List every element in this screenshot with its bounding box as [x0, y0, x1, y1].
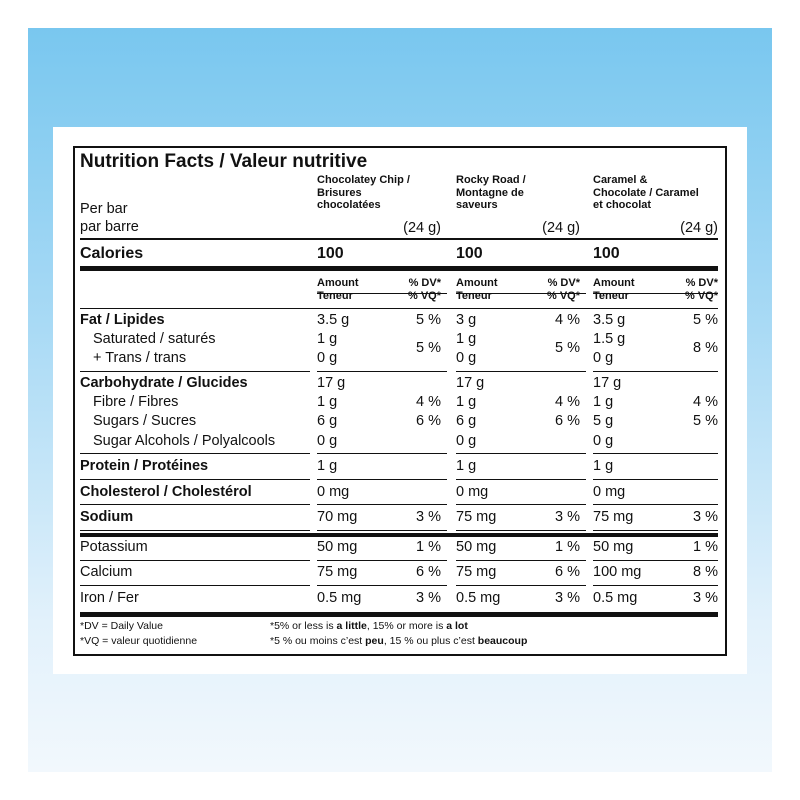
amount-iron-2: 0.5 mg — [593, 590, 638, 606]
label-sugar-alcohols: Sugar Alcohols / Polyalcools — [93, 433, 276, 449]
rule-col1-top — [456, 238, 586, 240]
label-sodium: Sodium — [80, 509, 134, 525]
rule-col2-1 — [593, 453, 718, 454]
footnote-english: *5% or less is a little, 15% or more is a lot — [270, 620, 468, 632]
footnote-french: *5 % ou moins c’est peu, 15 % ou plus c’est beaucoup — [270, 635, 528, 647]
label-fat: Fat / Lipides — [80, 312, 165, 328]
rule-col0-3 — [317, 504, 447, 505]
amount-fibre-0: 1 g — [317, 394, 338, 410]
label-carbohydrate: Carbohydrate / Glucides — [80, 375, 248, 391]
amount-trans-2: 0 g — [593, 350, 614, 366]
rule-col0-1 — [317, 453, 447, 454]
dv-sat_dv-2: 8 % — [693, 340, 718, 356]
amount-calcium-0: 75 mg — [317, 564, 358, 580]
rule-col2-3 — [593, 504, 718, 505]
rule-label-2 — [80, 479, 310, 480]
rule-col1-5 — [456, 560, 586, 561]
calories-value-1: 100 — [456, 245, 483, 262]
amount-carb-1: 17 g — [456, 375, 485, 391]
label-fibre: Fibre / Fibres — [93, 394, 179, 410]
amount-potassium-2: 50 mg — [593, 539, 634, 555]
serving-par-barre: par barre — [80, 219, 139, 235]
label-potassium: Potassium — [80, 539, 148, 555]
amount-sugars-2: 5 g — [593, 413, 614, 429]
dv-sugars_dv-1: 6 % — [555, 413, 580, 429]
rule-label-3 — [80, 504, 310, 505]
amount-fat-0: 3.5 g — [317, 312, 350, 328]
amount-potassium-0: 50 mg — [317, 539, 358, 555]
amount-calcium-2: 100 mg — [593, 564, 642, 580]
rule-col0-top — [317, 238, 447, 240]
amount-sodium-0: 70 mg — [317, 509, 358, 525]
dv-calcium_dv-0: 6 % — [416, 564, 441, 580]
amount-sugar_alc-0: 0 g — [317, 433, 338, 449]
serving-size-0: (24 g) — [403, 220, 441, 236]
amount-calcium-1: 75 mg — [456, 564, 497, 580]
rule-bottom-thick — [80, 612, 718, 617]
amount-header-1: Amount Teneur — [456, 277, 498, 302]
product-name-1: Rocky Road / Montagne de saveurs — [456, 174, 526, 211]
rule-header — [80, 308, 718, 309]
rule-col1-4 — [456, 530, 586, 531]
footnote-dv: *DV = Daily Value — [80, 620, 163, 632]
dv-header-1: % DV* % VQ* — [546, 277, 580, 302]
amount-iron-1: 0.5 mg — [456, 590, 501, 606]
amount-iron-0: 0.5 mg — [317, 590, 362, 606]
product-name-2: Caramel & Chocolate / Caramel et chocolat — [593, 174, 699, 211]
rule-col2-top — [593, 238, 718, 240]
dv-header-0: % DV* % VQ* — [407, 277, 441, 302]
serving-size-2: (24 g) — [680, 220, 718, 236]
amount-fat-1: 3 g — [456, 312, 477, 328]
rule-col1-0 — [456, 371, 586, 372]
rule-col1-3 — [456, 504, 586, 505]
dv-iron_dv-1: 3 % — [555, 590, 580, 606]
dv-fibre_dv-0: 4 % — [416, 394, 441, 410]
calories-value-2: 100 — [593, 245, 620, 262]
rule-col2-5 — [593, 560, 718, 561]
serving-size-1: (24 g) — [542, 220, 580, 236]
serving-per-bar: Per bar — [80, 201, 128, 217]
label-calcium: Calcium — [80, 564, 133, 580]
label-iron: Iron / Fer — [80, 590, 139, 606]
rule-col2-0 — [593, 371, 718, 372]
rule-col2-6 — [593, 585, 718, 586]
label-sugars: Sugars / Sucres — [93, 413, 197, 429]
dv-potassium_dv-2: 1 % — [693, 539, 718, 555]
dv-sugars_dv-2: 5 % — [693, 413, 718, 429]
rule-sodium-thick — [80, 533, 718, 537]
rule-col2-2 — [593, 479, 718, 480]
amount-sodium-1: 75 mg — [456, 509, 497, 525]
amount-trans-1: 0 g — [456, 350, 477, 366]
label-trans: + Trans / trans — [93, 350, 187, 366]
dv-sodium_dv-2: 3 % — [693, 509, 718, 525]
rule-calories-thick — [80, 266, 718, 271]
dv-iron_dv-0: 3 % — [416, 590, 441, 606]
amount-carb-0: 17 g — [317, 375, 346, 391]
amount-sat-1: 1 g — [456, 331, 477, 347]
dv-fat_dv-0: 5 % — [416, 312, 441, 328]
dv-sodium_dv-1: 3 % — [555, 509, 580, 525]
dv-calcium_dv-2: 8 % — [693, 564, 718, 580]
footnote-vq: *VQ = valeur quotidienne — [80, 635, 198, 647]
rule-col0-5 — [317, 560, 447, 561]
dv-fat_dv-1: 4 % — [555, 312, 580, 328]
amount-potassium-1: 50 mg — [456, 539, 497, 555]
dv-sugars_dv-0: 6 % — [416, 413, 441, 429]
rule-col1-1 — [456, 453, 586, 454]
dv-fibre_dv-1: 4 % — [555, 394, 580, 410]
rule-label-6 — [80, 585, 310, 586]
amount-sugars-0: 6 g — [317, 413, 338, 429]
amount-fibre-2: 1 g — [593, 394, 614, 410]
amount-header-2: Amount Teneur — [593, 277, 635, 302]
rule-col0-0 — [317, 371, 447, 372]
rule-label-4 — [80, 530, 310, 531]
label-saturated: Saturated / saturés — [93, 331, 216, 347]
amount-chol-0: 0 mg — [317, 484, 350, 500]
amount-trans-0: 0 g — [317, 350, 338, 366]
amount-header-0: Amount Teneur — [317, 277, 359, 302]
amount-sugar_alc-2: 0 g — [593, 433, 614, 449]
rule-col0-2 — [317, 479, 447, 480]
rule-col0-4 — [317, 530, 447, 531]
rule-col1-6 — [456, 585, 586, 586]
amount-protein-1: 1 g — [456, 458, 477, 474]
dv-fibre_dv-2: 4 % — [693, 394, 718, 410]
dv-potassium_dv-0: 1 % — [416, 539, 441, 555]
label-protein: Protein / Protéines — [80, 458, 209, 474]
rule-col1-2 — [456, 479, 586, 480]
dv-calcium_dv-1: 6 % — [555, 564, 580, 580]
rule-label-1 — [80, 453, 310, 454]
amount-fibre-1: 1 g — [456, 394, 477, 410]
dv-header-2: % DV* % VQ* — [684, 277, 718, 302]
rule-label-5 — [80, 560, 310, 561]
dv-fat_dv-2: 5 % — [693, 312, 718, 328]
amount-sodium-2: 75 mg — [593, 509, 634, 525]
label-calories: Calories — [80, 245, 144, 262]
dv-sat_dv-1: 5 % — [555, 340, 580, 356]
rule-col2-4 — [593, 530, 718, 531]
rule-col0-6 — [317, 585, 447, 586]
amount-chol-1: 0 mg — [456, 484, 489, 500]
amount-sat-0: 1 g — [317, 331, 338, 347]
calories-value-0: 100 — [317, 245, 344, 262]
amount-sat-2: 1.5 g — [593, 331, 626, 347]
amount-protein-2: 1 g — [593, 458, 614, 474]
amount-sugars-1: 6 g — [456, 413, 477, 429]
amount-protein-0: 1 g — [317, 458, 338, 474]
amount-fat-2: 3.5 g — [593, 312, 626, 328]
rule-label-0 — [80, 371, 310, 372]
product-name-0: Chocolatey Chip / Brisures chocolatées — [317, 174, 410, 211]
label-cholesterol: Cholesterol / Cholestérol — [80, 484, 252, 500]
table-title: Nutrition Facts / Valeur nutritive — [80, 151, 368, 172]
dv-sat_dv-0: 5 % — [416, 340, 441, 356]
amount-chol-2: 0 mg — [593, 484, 626, 500]
dv-sodium_dv-0: 3 % — [416, 509, 441, 525]
dv-potassium_dv-1: 1 % — [555, 539, 580, 555]
amount-carb-2: 17 g — [593, 375, 622, 391]
amount-sugar_alc-1: 0 g — [456, 433, 477, 449]
dv-iron_dv-2: 3 % — [693, 590, 718, 606]
